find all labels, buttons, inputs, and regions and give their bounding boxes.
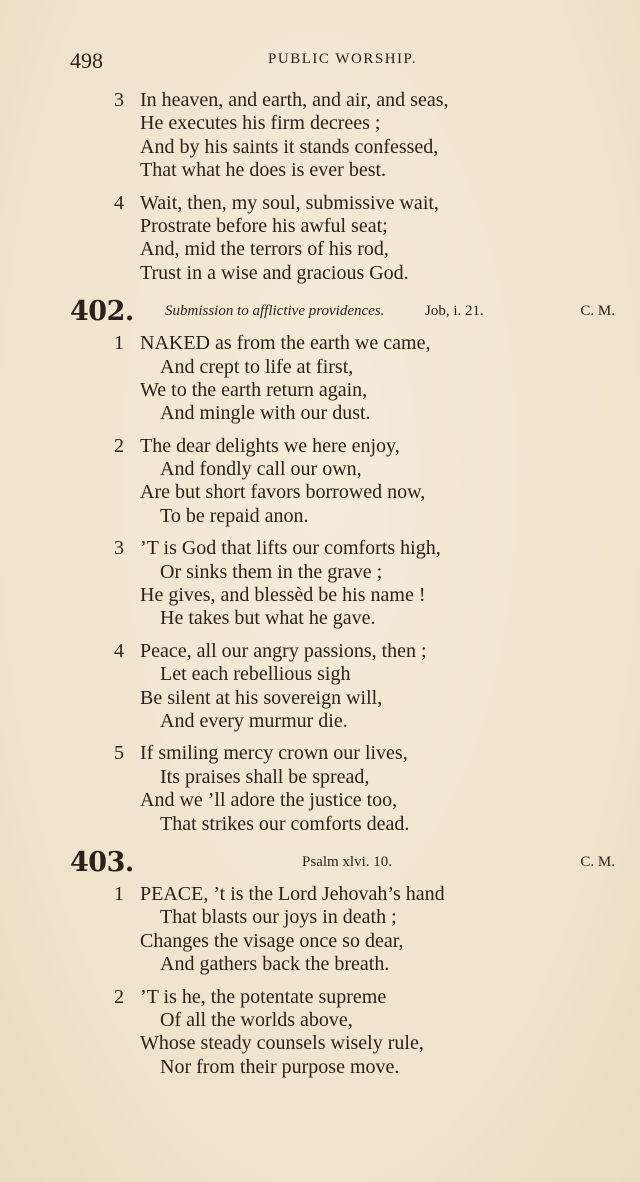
stanza-number: 5	[114, 742, 124, 765]
verse-line	[70, 537, 615, 560]
verse-line	[70, 813, 615, 836]
stanza-number: 2	[114, 434, 124, 457]
scripture-reference: Job, i. 21.	[425, 303, 484, 320]
page-content	[70, 89, 615, 1088]
hymn-heading	[70, 845, 615, 881]
stanza	[70, 742, 615, 836]
verse-text: He executes his firm decrees ;	[140, 112, 381, 135]
verse-text: And, mid the terrors of his rod,	[140, 238, 389, 261]
hymn-meter: C. M.	[580, 853, 615, 870]
verse-line	[70, 986, 615, 1009]
verse-text: Nor from their purpose move.	[160, 1055, 400, 1078]
verse-text: And gathers back the breath.	[160, 953, 390, 976]
hymn-meter: C. M.	[580, 303, 615, 320]
verse-line	[70, 458, 615, 481]
verse-line	[70, 356, 615, 379]
verse-line	[70, 112, 615, 135]
verse-text: Prostrate before his awful seat;	[140, 214, 388, 237]
stanza-number: 1	[114, 882, 124, 905]
verse-text: Trust in a wise and gracious God.	[140, 261, 409, 284]
verse-line	[70, 435, 615, 458]
verse-text: We to the earth return again,	[140, 378, 368, 401]
verse-line	[70, 789, 615, 812]
verse-text: Wait, then, my soul, submissive wait,	[140, 191, 439, 214]
stanza	[70, 537, 615, 631]
verse-line	[70, 159, 615, 182]
verse-text: Whose steady counsels wisely rule,	[140, 1032, 424, 1055]
verse-line	[70, 883, 615, 906]
verse-line	[70, 663, 615, 686]
verse-text: ’T is he, the potentate supreme	[140, 985, 387, 1008]
verse-line	[70, 332, 615, 355]
verse-line	[70, 505, 615, 528]
verse-text: Its praises shall be spread,	[160, 765, 370, 788]
verse-text: And every murmur die.	[160, 709, 348, 732]
stanza-number: 1	[114, 332, 124, 355]
verse-text: And mingle with our dust.	[160, 402, 371, 425]
verse-line	[70, 215, 615, 238]
verse-line	[70, 1009, 615, 1032]
hymn-number: 403.	[70, 846, 134, 878]
verse-text: Peace, all our angry passions, then ;	[140, 639, 427, 662]
verse-line	[70, 766, 615, 789]
verse-line	[70, 584, 615, 607]
verse-text: In heaven, and earth, and air, and seas,	[140, 89, 449, 111]
verse-line	[70, 402, 615, 425]
stanza	[70, 192, 615, 286]
verse-line	[70, 89, 615, 112]
verse-text: Changes the visage once so dear,	[140, 929, 404, 952]
verse-line	[70, 953, 615, 976]
verse-text: And crept to life at first,	[160, 355, 354, 378]
verse-text: Of all the worlds above,	[160, 1008, 353, 1031]
verse-line	[70, 136, 615, 159]
running-header	[70, 48, 615, 74]
stanza	[70, 332, 615, 426]
verse-text: If smiling mercy crown our lives,	[140, 742, 408, 765]
verse-text: Let each rebellious sigh	[160, 663, 351, 686]
verse-text: NAKED as from the earth we came,	[140, 332, 431, 355]
verse-line	[70, 192, 615, 215]
stanza	[70, 89, 615, 183]
verse-line	[70, 481, 615, 504]
verse-text: Are but short favors borrowed now,	[140, 481, 426, 504]
stanza	[70, 435, 615, 529]
verse-line	[70, 742, 615, 765]
verse-line	[70, 640, 615, 663]
verse-line	[70, 710, 615, 733]
scripture-reference: Psalm xlvi. 10.	[302, 853, 393, 870]
verse-line	[70, 379, 615, 402]
verse-text: He gives, and blessèd be his name !	[140, 584, 426, 607]
hymn-number: 402.	[70, 296, 134, 328]
verse-text: To be repaid anon.	[160, 504, 309, 527]
verse-line	[70, 561, 615, 584]
running-title: PUBLIC WORSHIP.	[268, 51, 417, 67]
stanza-number: 2	[114, 985, 124, 1008]
verse-text: He takes but what he gave.	[160, 607, 376, 630]
verse-line	[70, 607, 615, 630]
verse-line	[70, 1032, 615, 1055]
verse-text: The dear delights we here enjoy,	[140, 434, 400, 457]
stanza	[70, 640, 615, 734]
verse-text: That what he does is ever best.	[140, 159, 387, 182]
stanza-number: 4	[114, 191, 124, 214]
verse-text: And we ’ll adore the justice too,	[140, 789, 398, 812]
stanza-number: 3	[114, 537, 124, 560]
verse-text: PEACE, ’t is the Lord Jehovah’s hand	[140, 882, 445, 905]
verse-line	[70, 930, 615, 953]
verse-text: That strikes our comforts dead.	[160, 812, 410, 835]
verse-text: Be silent at his sovereign will,	[140, 686, 383, 709]
verse-text: And by his saints it stands confessed,	[140, 135, 439, 158]
page-number: 498	[70, 48, 103, 73]
hymn-heading	[70, 294, 615, 330]
verse-text: Or sinks them in the grave ;	[160, 560, 383, 583]
verse-line	[70, 687, 615, 710]
verse-text: And fondly call our own,	[160, 458, 362, 481]
stanza	[70, 883, 615, 977]
verse-line	[70, 238, 615, 261]
verse-text: ’T is God that lifts our comforts high,	[140, 537, 441, 560]
verse-line	[70, 906, 615, 929]
stanza-number: 3	[114, 89, 124, 111]
stanza-number: 4	[114, 639, 124, 662]
hymn-title: Submission to afflictive providences.	[165, 303, 385, 320]
stanza	[70, 986, 615, 1080]
verse-line	[70, 262, 615, 285]
verse-text: That blasts our joys in death ;	[160, 906, 397, 929]
verse-line	[70, 1056, 615, 1079]
